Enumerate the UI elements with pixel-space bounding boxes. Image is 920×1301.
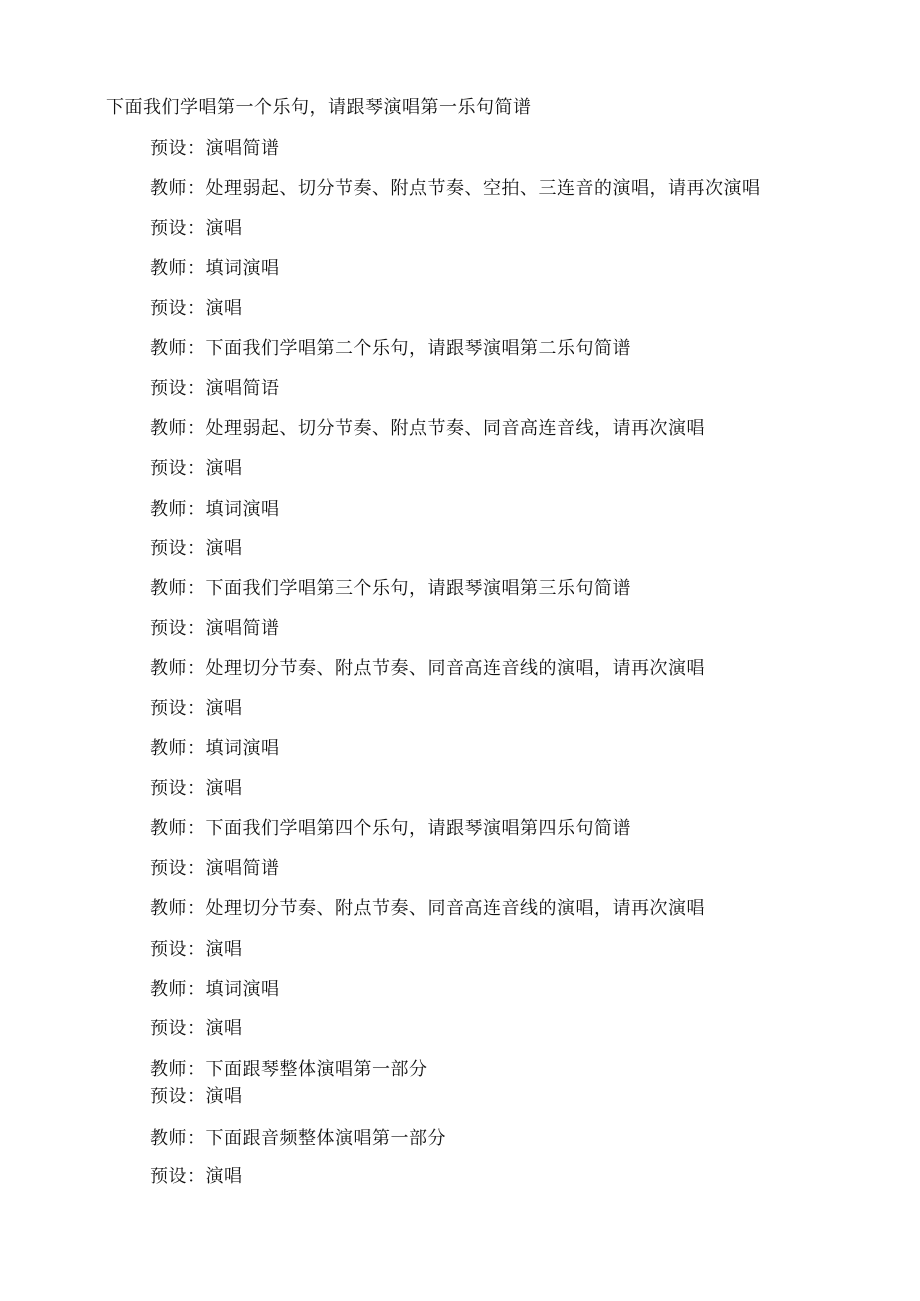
- dialogue-line: 教师：填词演唱: [150, 738, 280, 759]
- dialogue-line: 预设：演唱: [150, 778, 243, 799]
- dialogue-line: 教师：下面我们学唱第二个乐句，请跟琴演唱第二乐句简谱: [150, 338, 631, 359]
- dialogue-line: 预设：演唱: [150, 538, 243, 559]
- dialogue-line: 预设：演唱简谱: [150, 618, 280, 639]
- dialogue-line: 教师：填词演唱: [150, 979, 280, 1000]
- dialogue-line: 教师：下面我们学唱第四个乐句，请跟琴演唱第四乐句简谱: [150, 818, 631, 839]
- dialogue-line: 教师：处理弱起、切分节奏、附点节奏、空拍、三连音的演唱，请再次演唱: [150, 178, 761, 199]
- dialogue-line: 教师：下面跟琴整体演唱第一部分: [150, 1059, 428, 1080]
- dialogue-line: 预设：演唱: [150, 298, 243, 319]
- dialogue-line: 预设：演唱: [150, 698, 243, 719]
- dialogue-line: 预设：演唱: [150, 1166, 243, 1187]
- dialogue-line: 教师：处理切分节奏、附点节奏、同音高连音线的演唱，请再次演唱: [150, 658, 705, 679]
- dialogue-line: 教师：下面跟音频整体演唱第一部分: [150, 1128, 446, 1149]
- dialogue-line: 预设：演唱: [150, 1086, 243, 1107]
- intro-line: 下面我们学唱第一个乐句，请跟琴演唱第一乐句简谱: [106, 97, 532, 118]
- dialogue-line: 预设：演唱: [150, 458, 243, 479]
- dialogue-line: 教师：处理切分节奏、附点节奏、同音高连音线的演唱，请再次演唱: [150, 898, 705, 919]
- dialogue-line: 预设：演唱: [150, 218, 243, 239]
- dialogue-line: 教师：填词演唱: [150, 499, 280, 520]
- dialogue-line: 预设：演唱: [150, 1018, 243, 1039]
- dialogue-line: 预设：演唱简谱: [150, 138, 280, 159]
- dialogue-line: 教师：下面我们学唱第三个乐句，请跟琴演唱第三乐句简谱: [150, 578, 631, 599]
- dialogue-line: 教师：填词演唱: [150, 258, 280, 279]
- dialogue-line: 教师：处理弱起、切分节奏、附点节奏、同音高连音线，请再次演唱: [150, 418, 705, 439]
- dialogue-line: 预设：演唱简谱: [150, 858, 280, 879]
- dialogue-line: 预设：演唱: [150, 939, 243, 960]
- dialogue-line: 预设：演唱简语: [150, 378, 280, 399]
